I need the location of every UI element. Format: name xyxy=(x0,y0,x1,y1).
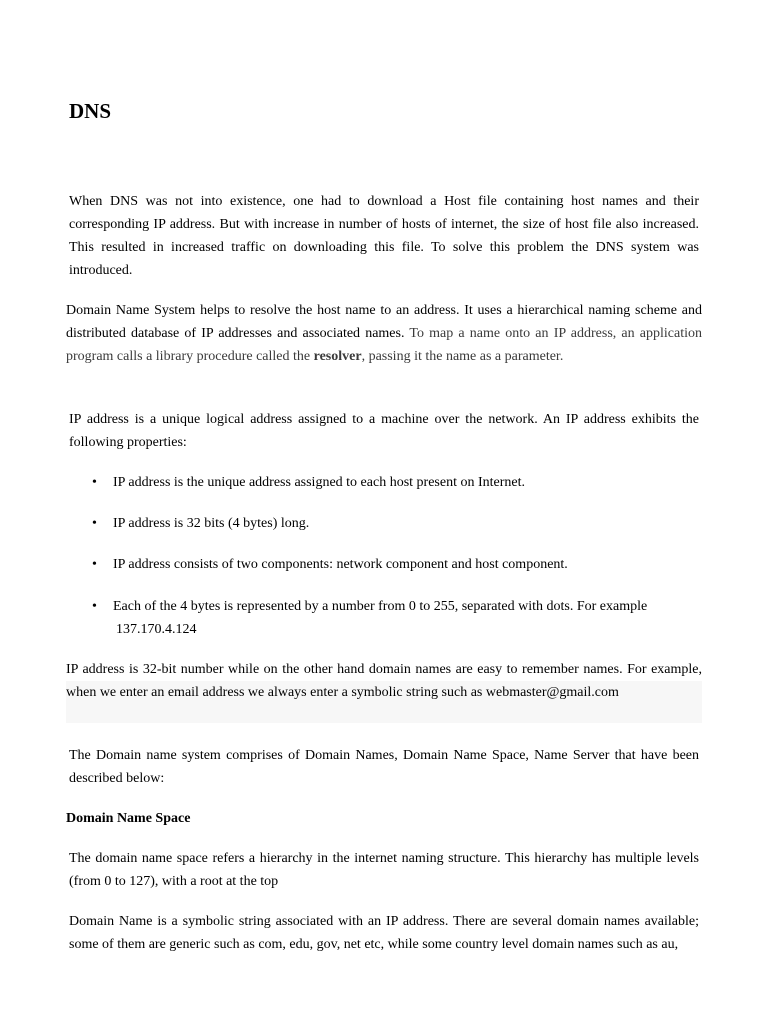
bullet-icon: • xyxy=(92,599,97,614)
list-item-text: IP address is the unique address assigned to each host present on Internet. xyxy=(113,475,525,490)
ip-address-paragraph: IP address is a unique logical address assigned to a machine over the network. An IP address exhibits the following properties: xyxy=(69,412,699,450)
list-item xyxy=(92,512,699,535)
resolver-outro-text: , passing it the name as a parameter. xyxy=(361,349,564,364)
domain-name-space-paragraph: The domain name space refers a hierarchy in the internet naming structure. This hierarchy has multiple levels (from 0 to 127), with a root at the top xyxy=(69,851,699,889)
dns-system-text: Domain Name System helps to resolve the host name to an address. It uses a hierarchical naming scheme and distributed database of IP addresses and associated names. xyxy=(66,303,702,341)
list-item xyxy=(92,595,699,641)
resolver-intro-text: To map a name onto an IP address, an application program calls a library procedure called the xyxy=(66,326,703,364)
list-item-text: Each of the 4 bytes is represented by a number from 0 to 255, separated with dots. For example xyxy=(113,599,648,614)
intro-paragraph: When DNS was not into existence, one had to download a Host file containing host names and their corresponding IP address. But with increase in number of hosts of internet, the size of host file also increased. This resulted in increased traffic on downloading this file. To solve this problem the DNS system was introduced. xyxy=(69,194,699,278)
bullet-icon: • xyxy=(92,475,97,490)
resolver-term: resolver xyxy=(313,349,362,364)
section-heading-domain-name-space: Domain Name Space xyxy=(66,811,191,826)
bullet-icon: • xyxy=(92,516,97,531)
domain-vs-ip-paragraph: IP address is 32-bit number while on the other hand domain names are easy to remember names. For example, when we enter an email address we always enter a symbolic string such as webmaster@gmail.com xyxy=(66,662,702,700)
page-title: DNS xyxy=(69,99,112,123)
ip-example-text: 137.170.4.124 xyxy=(116,622,197,637)
dns-system-paragraph xyxy=(66,299,702,368)
list-item xyxy=(92,471,699,494)
bullet-icon: • xyxy=(92,557,97,572)
list-item-text: IP address is 32 bits (4 bytes) long. xyxy=(113,516,310,531)
list-item-text: IP address consists of two components: network component and host component. xyxy=(113,557,568,572)
list-item xyxy=(92,553,699,576)
domain-name-paragraph: Domain Name is a symbolic string associated with an IP address. There are several domain names available; some of them are generic such as com, edu, gov, net etc, while some country level domain names such as au, xyxy=(69,914,699,952)
dns-components-paragraph: The Domain name system comprises of Domain Names, Domain Name Space, Name Server that have been described below: xyxy=(69,748,699,786)
